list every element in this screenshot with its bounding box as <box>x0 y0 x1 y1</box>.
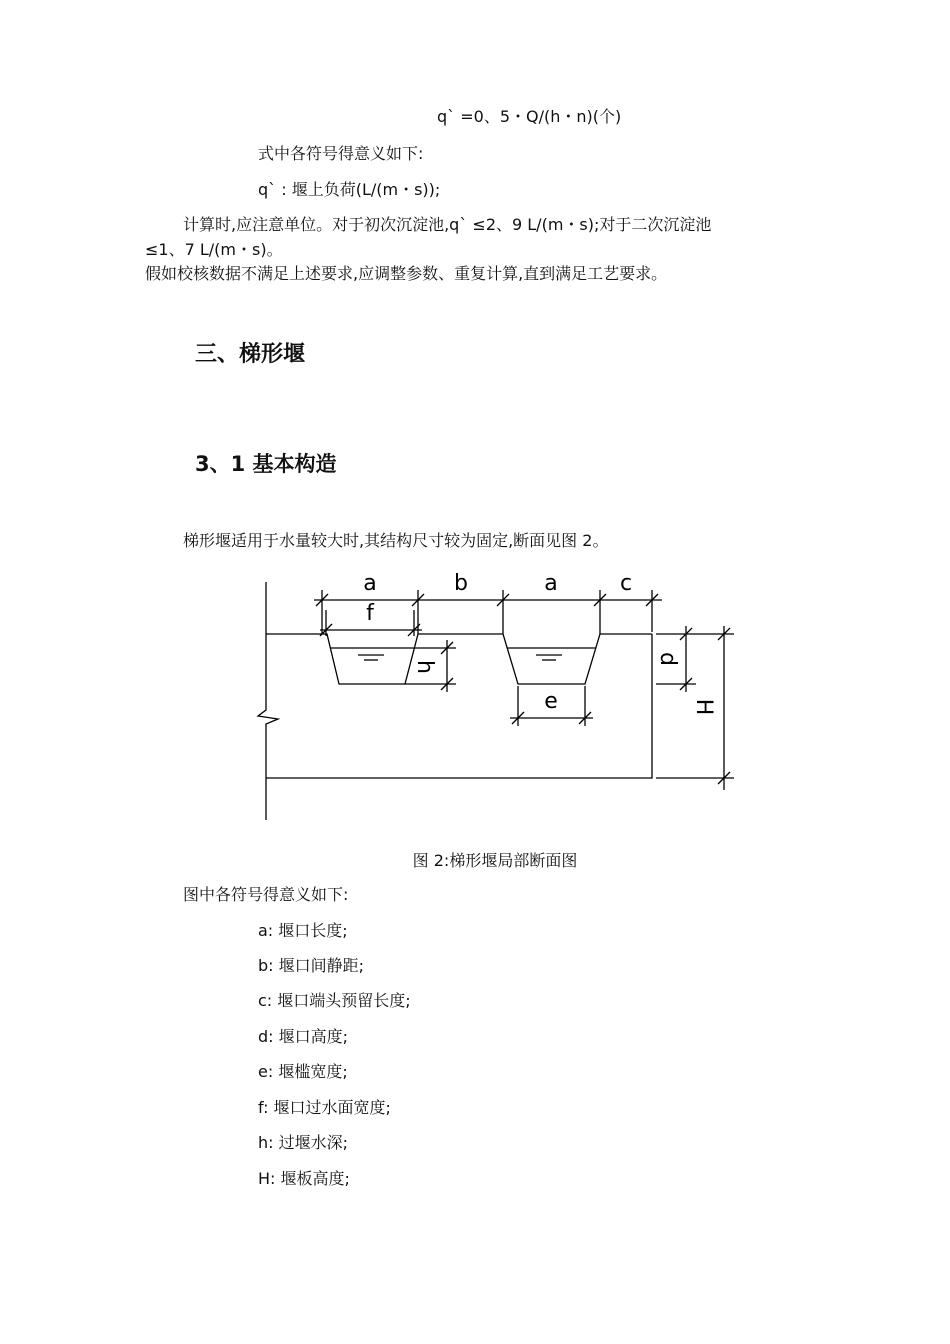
label-d: d <box>655 652 680 666</box>
label-a1: a <box>363 571 377 596</box>
wall-line <box>258 582 278 820</box>
definition-e: e: 堰槛宽度; <box>258 1062 348 1081</box>
subsection-title: 3、1 基本构造 <box>195 452 337 476</box>
legend-intro: 图中各符号得意义如下: <box>183 885 349 904</box>
label-a2: a <box>544 571 558 596</box>
figure-caption: 图 2:梯形堰局部断面图 <box>412 851 578 870</box>
label-H: H <box>691 698 716 716</box>
definition-a: a: 堰口长度; <box>258 921 348 940</box>
note-line-2: ≤1、7 L/(m・s)。 <box>145 240 283 259</box>
definition-d: d: 堰口高度; <box>258 1027 349 1046</box>
note-line-3: 假如校核数据不满足上述要求,应调整参数、重复计算,直到满足工艺要求。 <box>145 264 668 283</box>
definition-b: b: 堰口间静距; <box>258 956 365 975</box>
definition-h: h: 过堰水深; <box>258 1133 349 1152</box>
note-line-1: 计算时,应注意单位。对于初次沉淀池,q` ≤2、9 L/(m・s);对于二次沉淀池 <box>183 215 712 234</box>
label-h: h <box>412 660 437 674</box>
weir-profile <box>266 634 652 684</box>
label-e: e <box>544 689 558 714</box>
label-b: b <box>454 571 468 596</box>
definition-f: f: 堰口过水面宽度; <box>258 1098 391 1117</box>
meaning-intro: 式中各符号得意义如下: <box>258 144 424 163</box>
weir-section-figure <box>0 565 950 835</box>
label-f: f <box>366 601 374 626</box>
section-title: 三、梯形堰 <box>195 342 306 367</box>
definition-c: c: 堰口端头预留长度; <box>258 991 411 1010</box>
q-definition: q` : 堰上负荷(L/(m・s)); <box>258 180 441 199</box>
description: 梯形堰适用于水量较大时,其结构尺寸较为固定,断面见图 2。 <box>183 531 609 550</box>
definition-H: H: 堰板高度; <box>258 1169 350 1188</box>
formula: q` =0、5・Q/(h・n)(个) <box>437 107 622 126</box>
label-c-top: c <box>619 571 633 596</box>
